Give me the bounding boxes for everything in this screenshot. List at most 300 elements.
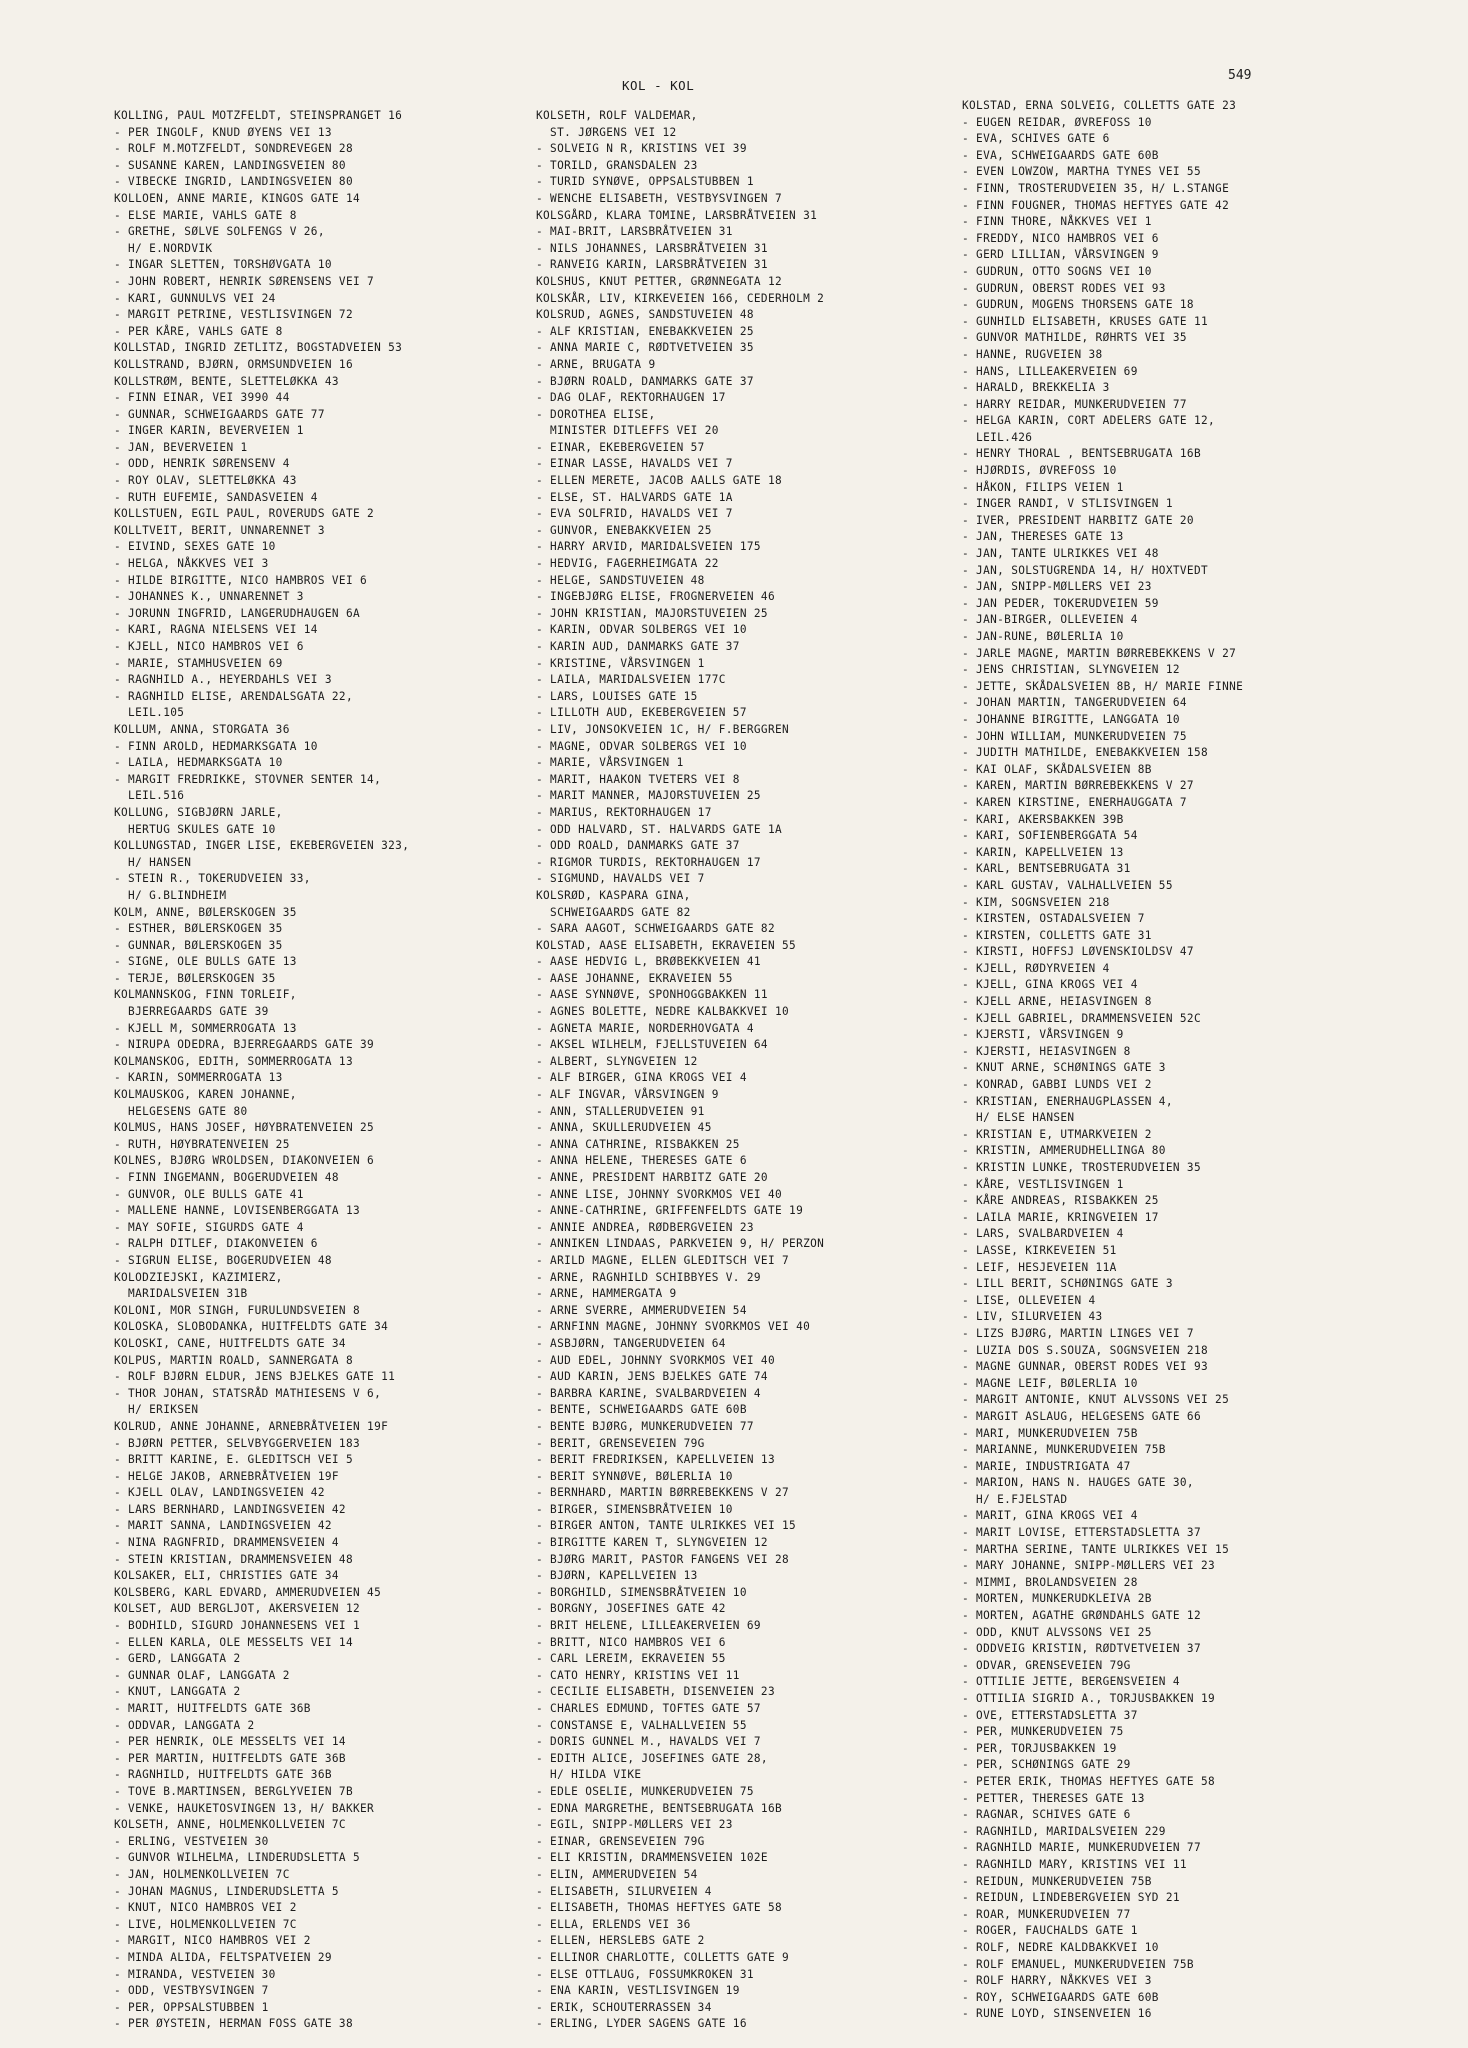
directory-entry: H/ HILDA VIKE	[536, 1768, 642, 1782]
directory-entry: KOLPUS, MARTIN ROALD, SANNERGATA 8	[114, 1353, 353, 1367]
directory-entry: - ANNE-CATHRINE, GRIFFENFELDTS GATE 19	[536, 1204, 804, 1218]
directory-entry: HERTUG SKULES GATE 10	[114, 822, 276, 836]
directory-entry: - ERLING, LYDER SAGENS GATE 16	[536, 2017, 747, 2031]
directory-entry: - RAGNHILD, MARIDALSVEIEN 229	[962, 1824, 1166, 1838]
directory-entry: - BJØRN, KAPELLVEIEN 13	[536, 1569, 698, 1583]
directory-entry: KOLMANSKOG, EDITH, SOMMERROGATA 13	[114, 1054, 353, 1068]
directory-entry: - KARI, GUNNULVS VEI 24	[114, 291, 276, 305]
directory-entry: - KARIN AUD, DANMARKS GATE 37	[536, 640, 740, 653]
directory-entry: - LAILA, HEDMARKSGATA 10	[114, 756, 283, 770]
directory-entry: - KAI OLAF, SKÅDALSVEIEN 8B	[962, 762, 1152, 776]
directory-entry: - BRITT KARINE, E. GLEDITSCH VEI 5	[114, 1453, 353, 1467]
directory-entry: - JAN, BEVERVEIEN 1	[114, 440, 248, 454]
directory-entry: - NIRUPA ODEDRA, BJERREGAARDS GATE 39	[114, 1038, 375, 1052]
directory-entry: - NINA RAGNFRID, DRAMMENSVEIEN 4	[114, 1536, 339, 1550]
directory-entry: - KRISTIAN, ENERHAUGPLASSEN 4,	[962, 1094, 1173, 1108]
directory-entry: - CARL LEREIM, EKRAVEIEN 55	[536, 1652, 726, 1666]
directory-entry: KOLLOEN, ANNE MARIE, KINGOS GATE 14	[114, 191, 361, 205]
directory-entry: - HARRY ARVID, MARIDALSVEIEN 175	[536, 540, 761, 554]
page-header: KOL - KOL	[622, 78, 695, 93]
directory-entry: KOLONI, MOR SINGH, FURULUNDSVEIEN 8	[114, 1303, 361, 1317]
directory-entry: - CECILIE ELISABETH, DISENVEIEN 23	[536, 1685, 775, 1699]
directory-entry: KOLSETH, ANNE, HOLMENKOLLVEIEN 7C	[114, 1818, 346, 1832]
directory-entry: - KJELL GABRIEL, DRAMMENSVEIEN 52C	[962, 1011, 1201, 1025]
directory-entry: - OTTILIE JETTE, BERGENSVEIEN 4	[962, 1675, 1180, 1689]
directory-entry: - VIBECKE INGRID, LANDINGSVEIEN 80	[114, 175, 353, 189]
directory-entry: - HENRY THORAL , BENTSEBRUGATA 16B	[962, 447, 1201, 461]
directory-entry: - EGIL, SNIPP-MØLLERS VEI 23	[536, 1818, 733, 1832]
directory-entry: - TORILD, GRANSDALEN 23	[536, 158, 698, 172]
directory-entry: - EUGEN REIDAR, ØVREFOSS 10	[962, 115, 1152, 129]
directory-entry: KOLLSTRØM, BENTE, SLETTELØKKA 43	[114, 374, 339, 388]
directory-entry: - RAGNHILD A., HEYERDAHLS VEI 3	[114, 673, 332, 687]
directory-entry: - INGAR SLETTEN, TORSHØVGATA 10	[114, 258, 332, 272]
directory-entry: H/ E.NORDVIK	[114, 241, 213, 255]
directory-entry: - RAGNHILD MARY, KRISTINS VEI 11	[962, 1857, 1187, 1871]
directory-entry: - ROLF BJØRN ELDUR, JENS BJELKES GATE 11	[114, 1370, 396, 1384]
directory-entry: - PER, OPPSALSTUBBEN 1	[114, 2000, 269, 2014]
directory-entry: - JAN-BIRGER, OLLEVEIEN 4	[962, 613, 1138, 627]
directory-entry: - ELLA, ERLENDS VEI 36	[536, 1917, 691, 1931]
directory-entry: BJERREGAARDS GATE 39	[114, 1005, 269, 1019]
directory-entry: - ASBJØRN, TANGERUDVEIEN 64	[536, 1336, 726, 1350]
directory-entry: - OTTILIA SIGRID A., TORJUSBAKKEN 19	[962, 1692, 1216, 1705]
column-right	[962, 98, 1243, 2023]
directory-entry: KOLSGÅRD, KLARA TOMINE, LARSBRÅTVEIEN 31	[536, 208, 818, 222]
directory-entry: - FINN, TROSTERUDVEIEN 35, H/ L.STANGE	[962, 181, 1230, 195]
directory-entry: - ELISABETH, THOMAS HEFTYES GATE 58	[536, 1901, 783, 1915]
directory-entry: - KIRSTEN, COLLETTS GATE 31	[962, 928, 1152, 942]
directory-entry: - KIRSTI, HOFFSJ LØVENSKIOLDSV 47	[962, 945, 1194, 959]
directory-entry: - RAGNHILD, HUITFELDTS GATE 36B	[114, 1768, 332, 1782]
directory-entry: KOLRUD, ANNE JOHANNE, ARNEBRÅTVEIEN 19F	[114, 1419, 389, 1433]
directory-entry: - AUD KARIN, JENS BJELKES GATE 74	[536, 1370, 768, 1384]
directory-entry: - ODDVEIG KRISTIN, RØDTVETVEIEN 37	[962, 1642, 1201, 1656]
directory-entry: - GUDRUN, MOGENS THORSENS GATE 18	[962, 298, 1194, 312]
directory-entry: - JETTE, SKÅDALSVEIEN 8B, H/ MARIE FINNE	[962, 679, 1244, 693]
directory-entry: - ROLF EMANUEL, MUNKERUDVEIEN 75B	[962, 1957, 1194, 1971]
directory-entry: - KIM, SOGNSVEIEN 218	[962, 895, 1110, 909]
directory-entry: - ANNA, SKULLERUDVEIEN 45	[536, 1121, 712, 1135]
directory-entry: - BERIT SYNNØVE, BØLERLIA 10	[536, 1469, 733, 1483]
directory-entry: - BRITT, NICO HAMBROS VEI 6	[536, 1635, 726, 1649]
directory-entry: - ELSE, ST. HALVARDS GATE 1A	[536, 490, 733, 504]
directory-entry: - INGER KARIN, BEVERVEIEN 1	[114, 424, 304, 438]
directory-entry: - ARNE, HAMMERGATA 9	[536, 1287, 677, 1301]
directory-entry: - KJELL, NICO HAMBROS VEI 6	[114, 640, 304, 653]
directory-entry: - KNUT, NICO HAMBROS VEI 2	[114, 1901, 297, 1915]
directory-entry: KOLLING, PAUL MOTZFELDT, STEINSPRANGET 16	[114, 109, 403, 122]
directory-entry: KOLSET, AUD BERGLJOT, AKERSVEIEN 12	[114, 1602, 361, 1616]
directory-entry: - MARGIT ASLAUG, HELGESENS GATE 66	[962, 1409, 1201, 1423]
directory-entry: - REIDUN, LINDEBERGVEIEN SYD 21	[962, 1891, 1180, 1905]
directory-entry: H/ G.BLINDHEIM	[114, 888, 227, 902]
directory-entry: - KARIN, SOMMERROGATA 13	[114, 1071, 283, 1085]
directory-entry: - ODD, VESTBYSVINGEN 7	[114, 1984, 269, 1998]
directory-entry: - KAREN, MARTIN BØRREBEKKENS V 27	[962, 779, 1194, 793]
directory-entry: - GRETHE, SØLVE SOLFENGS V 26,	[114, 225, 325, 239]
directory-entry: - LAILA MARIE, KRINGVEIEN 17	[962, 1210, 1159, 1224]
directory-entry: - PER MARTIN, HUITFELDTS GATE 36B	[114, 1751, 346, 1765]
directory-entry: HELGESENS GATE 80	[114, 1104, 248, 1118]
directory-entry: - ANNA HELENE, THERESES GATE 6	[536, 1154, 747, 1168]
directory-entry: - FREDDY, NICO HAMBROS VEI 6	[962, 231, 1159, 245]
directory-entry: - MARIT, HAAKON TVETERS VEI 8	[536, 772, 740, 786]
directory-entry: - ROAR, MUNKERUDVEIEN 77	[962, 1907, 1131, 1921]
directory-entry: - ODD HALVARD, ST. HALVARDS GATE 1A	[536, 822, 783, 836]
directory-entry: - HELGE JAKOB, ARNEBRÅTVEIEN 19F	[114, 1469, 339, 1483]
directory-entry: KOLLTVEIT, BERIT, UNNARENNET 3	[114, 523, 325, 537]
directory-entry: - KJELL, GINA KROGS VEI 4	[962, 978, 1138, 992]
directory-entry: - JAN, SNIPP-MØLLERS VEI 23	[962, 580, 1152, 594]
directory-entry: - INGER RANDI, V STLISVINGEN 1	[962, 497, 1173, 511]
directory-entry: - OVE, ETTERSTADSLETTA 37	[962, 1708, 1138, 1722]
directory-entry: - KAREN KIRSTINE, ENERHAUGGATA 7	[962, 795, 1187, 809]
directory-entry: - RAGNAR, SCHIVES GATE 6	[962, 1808, 1131, 1822]
directory-entry: - EDITH ALICE, JOSEFINES GATE 28,	[536, 1751, 768, 1765]
directory-entry: - JAN, HOLMENKOLLVEIEN 7C	[114, 1867, 290, 1881]
directory-entry: - EDLE OSELIE, MUNKERUDVEIEN 75	[536, 1784, 754, 1798]
directory-entry: KOLLUNGSTAD, INGER LISE, EKEBERGVEIEN 323,	[114, 839, 410, 853]
directory-entry: - ANNA MARIE C, RØDTVETVEIEN 35	[536, 341, 754, 355]
directory-entry: H/ HANSEN	[114, 855, 192, 869]
column-middle	[536, 108, 824, 2033]
directory-entry: - DORIS GUNNEL M., HAVALDS VEI 7	[536, 1735, 761, 1749]
directory-entry: - ARNE, RAGNHILD SCHIBBYES V. 29	[536, 1270, 761, 1284]
directory-entry: - MARY JOHANNE, SNIPP-MØLLERS VEI 23	[962, 1559, 1216, 1573]
directory-entry: - LISE, OLLEVEIEN 4	[962, 1293, 1096, 1307]
directory-entry: - ENA KARIN, VESTLISVINGEN 19	[536, 1984, 740, 1998]
directory-entry: - KJELL OLAV, LANDINGSVEIEN 42	[114, 1486, 325, 1500]
directory-entry: - EINAR LASSE, HAVALDS VEI 7	[536, 457, 733, 471]
directory-entry: - LIV, SILURVEIEN 43	[962, 1310, 1103, 1324]
directory-entry: KOLSTAD, AASE ELISABETH, EKRAVEIEN 55	[536, 938, 797, 952]
directory-entry: - EVEN LOWZOW, MARTHA TYNES VEI 55	[962, 165, 1201, 179]
directory-entry: - BERIT FREDRIKSEN, KAPELLVEIEN 13	[536, 1453, 775, 1467]
directory-entry: - PER, MUNKERUDVEIEN 75	[962, 1725, 1124, 1739]
directory-entry: - ANNA CATHRINE, RISBAKKEN 25	[536, 1137, 740, 1151]
directory-entry: KOLODZIEJSKI, KAZIMIERZ,	[114, 1270, 283, 1284]
directory-entry: - BIRGITTE KAREN T, SLYNGVEIEN 12	[536, 1536, 768, 1550]
directory-entry: - ANNE LISE, JOHNNY SVORKMOS VEI 40	[536, 1187, 783, 1201]
directory-entry: - FINN THORE, NÅKKVES VEI 1	[962, 215, 1152, 229]
directory-entry: - SOLVEIG N R, KRISTINS VEI 39	[536, 142, 747, 156]
directory-entry: - LARS, SVALBARDVEIEN 4	[962, 1227, 1124, 1241]
directory-entry: - BERNHARD, MARTIN BØRREBEKKENS V 27	[536, 1486, 790, 1500]
directory-entry: - MARGIT FREDRIKKE, STOVNER SENTER 14,	[114, 772, 382, 786]
directory-entry: - MARIANNE, MUNKERUDVEIEN 75B	[962, 1443, 1166, 1457]
directory-entry: - BIRGER ANTON, TANTE ULRIKKES VEI 15	[536, 1519, 797, 1533]
directory-entry: - WENCHE ELISABETH, VESTBYSVINGEN 7	[536, 191, 783, 205]
directory-entry: - ALF BIRGER, GINA KROGS VEI 4	[536, 1071, 747, 1085]
directory-entry: - ELIN, AMMERUDVEIEN 54	[536, 1867, 698, 1881]
directory-entry: - BJØRN PETTER, SELVBYGGERVEIEN 183	[114, 1436, 361, 1450]
directory-entry: - STEIN R., TOKERUDVEIEN 33,	[114, 872, 311, 886]
directory-entry: KOLSHUS, KNUT PETTER, GRØNNEGATA 12	[536, 274, 783, 288]
directory-entry: - KARI, AKERSBAKKEN 39B	[962, 812, 1124, 826]
directory-entry: - HANNE, RUGVEIEN 38	[962, 347, 1103, 361]
directory-entry: - ELLEN KARLA, OLE MESSELTS VEI 14	[114, 1635, 353, 1649]
directory-entry: - KNUT ARNE, SCHØNINGS GATE 3	[962, 1061, 1166, 1075]
directory-entry: - MARGIT, NICO HAMBROS VEI 2	[114, 1934, 311, 1948]
directory-entry: - MAGNE, ODVAR SOLBERGS VEI 10	[536, 739, 747, 753]
directory-entry: MINISTER DITLEFFS VEI 20	[536, 424, 719, 438]
directory-entry: - KARIN, ODVAR SOLBERGS VEI 10	[536, 623, 747, 637]
directory-entry: - HARRY REIDAR, MUNKERUDVEIEN 77	[962, 397, 1187, 411]
directory-entry: KOLOSKI, CANE, HUITFELDTS GATE 34	[114, 1336, 346, 1350]
directory-entry: - VENKE, HAUKETOSVINGEN 13, H/ BAKKER	[114, 1801, 375, 1815]
directory-entry: - HÅKON, FILIPS VEIEN 1	[962, 480, 1124, 494]
directory-entry: KOLSTAD, ERNA SOLVEIG, COLLETTS GATE 23	[962, 99, 1237, 112]
directory-entry: KOLLSTAD, INGRID ZETLITZ, BOGSTADVEIEN 53	[114, 341, 403, 355]
directory-entry: - RIGMOR TURDIS, REKTORHAUGEN 17	[536, 855, 761, 869]
directory-entry: - RANVEIG KARIN, LARSBRÅTVEIEN 31	[536, 258, 768, 272]
directory-entry: - ROLF HARRY, NÅKKVES VEI 3	[962, 1974, 1152, 1988]
directory-entry: KOLSRØD, KASPARA GINA,	[536, 888, 691, 902]
directory-entry: - EIVIND, SEXES GATE 10	[114, 540, 276, 554]
directory-entry: - MARI, MUNKERUDVEIEN 75B	[962, 1426, 1138, 1440]
directory-entry: - ROGER, FAUCHALDS GATE 1	[962, 1924, 1138, 1938]
directory-entry: KOLLSTRAND, BJØRN, ORMSUNDVEIEN 16	[114, 357, 353, 371]
directory-entry: - MINDA ALIDA, FELTSPATVEIEN 29	[114, 1950, 332, 1964]
directory-entry: - JOHANNES K., UNNARENNET 3	[114, 590, 304, 604]
directory-entry: - KARI, RAGNA NIELSENS VEI 14	[114, 623, 318, 637]
directory-entry: - ELLEN, HERSLEBS GATE 2	[536, 1934, 705, 1948]
directory-entry: - BENTE, SCHWEIGAARDS GATE 60B	[536, 1403, 747, 1417]
directory-entry: - STEIN KRISTIAN, DRAMMENSVEIEN 48	[114, 1552, 353, 1566]
directory-entry: - KRISTIN LUNKE, TROSTERUDVEIEN 35	[962, 1161, 1201, 1174]
directory-entry: - LILLOTH AUD, EKEBERGVEIEN 57	[536, 706, 747, 720]
directory-entry: - JOHN KRISTIAN, MAJORSTUVEIEN 25	[536, 606, 768, 620]
directory-entry: - KÅRE ANDREAS, RISBAKKEN 25	[962, 1194, 1159, 1208]
directory-entry: LEIL.105	[114, 706, 185, 720]
directory-entry: - MIMMI, BROLANDSVEIEN 28	[962, 1575, 1138, 1589]
directory-entry: KOLSAKER, ELI, CHRISTIES GATE 34	[114, 1569, 339, 1583]
directory-entry: - TOVE B.MARTINSEN, BERGLYVEIEN 7B	[114, 1784, 353, 1798]
directory-entry: - ARNE SVERRE, AMMERUDVEIEN 54	[536, 1303, 747, 1317]
directory-entry: - ELLINOR CHARLOTTE, COLLETTS GATE 9	[536, 1950, 790, 1964]
directory-entry: - MAI-BRIT, LARSBRÅTVEIEN 31	[536, 225, 733, 239]
directory-entry: - ESTHER, BØLERSKOGEN 35	[114, 922, 283, 936]
directory-entry: - BRIT HELENE, LILLEAKERVEIEN 69	[536, 1619, 761, 1633]
directory-entry: - KJELL ARNE, HEIASVINGEN 8	[962, 995, 1152, 1009]
directory-entry: - BORGHILD, SIMENSBRÅTVEIEN 10	[536, 1585, 747, 1599]
directory-entry: ST. JØRGENS VEI 12	[536, 125, 677, 139]
directory-entry: - MORTEN, AGATHE GRØNDAHLS GATE 12	[962, 1609, 1201, 1623]
directory-entry: - RUNE LOYD, SINSENVEIEN 16	[962, 2007, 1152, 2021]
directory-entry: - SARA AAGOT, SCHWEIGAARDS GATE 82	[536, 922, 775, 936]
directory-entry: - MARIE, STAMHUSVEIEN 69	[114, 656, 283, 670]
directory-entry: - MAGNE GUNNAR, OBERST RODES VEI 93	[962, 1360, 1209, 1374]
directory-entry: - PER, SCHØNINGS GATE 29	[962, 1758, 1131, 1772]
directory-entry: - LUZIA DOS S.SOUZA, SOGNSVEIEN 218	[962, 1343, 1209, 1357]
directory-entry: - PER HENRIK, OLE MESSELTS VEI 14	[114, 1735, 346, 1749]
directory-entry: - PETER ERIK, THOMAS HEFTYES GATE 58	[962, 1774, 1216, 1788]
directory-entry: - CHARLES EDMUND, TOFTES GATE 57	[536, 1702, 761, 1715]
directory-entry: - LASSE, KIRKEVEIEN 51	[962, 1243, 1117, 1257]
directory-entry: - GUDRUN, OTTO SOGNS VEI 10	[962, 264, 1152, 278]
directory-entry: - BODHILD, SIGURD JOHANNESENS VEI 1	[114, 1619, 361, 1633]
directory-entry: - ODD, HENRIK SØRENSENV 4	[114, 457, 290, 471]
directory-entry: KOLSKÅR, LIV, KIRKEVEIEN 166, CEDERHOLM 2	[536, 291, 825, 305]
directory-entry: - MARIT LOVISE, ETTERSTADSLETTA 37	[962, 1526, 1201, 1540]
directory-entry: - JOHAN MAGNUS, LINDERUDSLETTA 5	[114, 1884, 339, 1898]
directory-entry: LEIL.516	[114, 789, 185, 803]
directory-entry: - ODVAR, GRENSEVEIEN 79G	[962, 1658, 1131, 1672]
directory-entry: - KIRSTEN, OSTADALSVEIEN 7	[962, 912, 1145, 926]
directory-entry: - ROY OLAV, SLETTELØKKA 43	[114, 474, 297, 488]
directory-entry: KOLLUM, ANNA, STORGATA 36	[114, 722, 290, 736]
directory-entry: - BJØRN ROALD, DANMARKS GATE 37	[536, 374, 754, 388]
directory-entry: - KJERSTI, HEIASVINGEN 8	[962, 1044, 1131, 1058]
directory-entry: - MARIE, VÅRSVINGEN 1	[536, 756, 684, 770]
directory-entry: - RUTH, HØYBRATENVEIEN 25	[114, 1137, 290, 1151]
directory-entry: LEIL.426	[962, 430, 1033, 444]
directory-entry: - AASE HEDVIG L, BRØBEKKVEIEN 41	[536, 955, 761, 969]
directory-entry: KOLSBERG, KARL EDVARD, AMMERUDVEIEN 45	[114, 1585, 382, 1599]
directory-entry: - JAN-RUNE, BØLERLIA 10	[962, 630, 1124, 643]
directory-entry: - JENS CHRISTIAN, SLYNGVEIEN 12	[962, 663, 1180, 677]
directory-entry: - ELSE MARIE, VAHLS GATE 8	[114, 208, 297, 222]
directory-entry: KOLLUNG, SIGBJØRN JARLE,	[114, 805, 283, 819]
directory-entry: KOLLSTUEN, EGIL PAUL, ROVERUDS GATE 2	[114, 507, 375, 521]
directory-entry: - DOROTHEA ELISE,	[536, 407, 656, 421]
directory-entry: SCHWEIGAARDS GATE 82	[536, 905, 691, 919]
directory-entry: - GERD, LANGGATA 2	[114, 1652, 241, 1666]
directory-entry: - PER ØYSTEIN, HERMAN FOSS GATE 38	[114, 2017, 353, 2031]
directory-entry: - GUNVOR WILHELMA, LINDERUDSLETTA 5	[114, 1851, 361, 1865]
directory-entry: - RALPH DITLEF, DIAKONVEIEN 6	[114, 1237, 318, 1251]
directory-entry: - RAGNHILD MARIE, MUNKERUDVEIEN 77	[962, 1841, 1201, 1855]
directory-entry: H/ ELSE HANSEN	[962, 1111, 1075, 1125]
directory-entry: - REIDUN, MUNKERUDVEIEN 75B	[962, 1874, 1152, 1888]
directory-entry: - ANNIKEN LINDAAS, PARKVEIEN 9, H/ PERZON	[536, 1237, 825, 1251]
directory-entry: - TURID SYNØVE, OPPSALSTUBBEN 1	[536, 175, 754, 189]
directory-entry: - ODD ROALD, DANMARKS GATE 37	[536, 839, 740, 853]
directory-entry: - BORGNY, JOSEFINES GATE 42	[536, 1602, 726, 1616]
directory-entry: - MORTEN, MUNKERUDKLEIVA 2B	[962, 1592, 1152, 1606]
directory-entry: - PER KÅRE, VAHLS GATE 8	[114, 324, 283, 338]
directory-entry: KOLMANNSKOG, FINN TORLEIF,	[114, 988, 297, 1002]
directory-entry: - JORUNN INGFRID, LANGERUDHAUGEN 6A	[114, 606, 361, 620]
directory-entry: KOLSRUD, AGNES, SANDSTUVEIEN 48	[536, 308, 754, 322]
directory-entry: - KJELL, RØDYRVEIEN 4	[962, 961, 1110, 975]
directory-entry: - LARS BERNHARD, LANDINGSVEIEN 42	[114, 1502, 346, 1516]
directory-entry: - JAN, SOLSTUGRENDA 14, H/ HOXTVEDT	[962, 563, 1209, 577]
directory-entry: - DAG OLAF, REKTORHAUGEN 17	[536, 391, 726, 405]
directory-entry: - TERJE, BØLERSKOGEN 35	[114, 971, 276, 985]
directory-entry: - MALLENE HANNE, LOVISENBERGGATA 13	[114, 1204, 361, 1218]
directory-entry: - ERLING, VESTVEIEN 30	[114, 1834, 269, 1848]
directory-entry: - EINAR, GRENSEVEIEN 79G	[536, 1834, 705, 1848]
directory-entry: - GUNNAR, SCHWEIGAARDS GATE 77	[114, 407, 325, 421]
directory-entry: - BARBRA KARINE, SVALBARDVEIEN 4	[536, 1386, 761, 1400]
directory-entry: - PER, TORJUSBAKKEN 19	[962, 1741, 1117, 1755]
directory-entry: - EDNA MARGRETHE, BENTSEBRUGATA 16B	[536, 1801, 783, 1815]
directory-entry: - KARL GUSTAV, VALHALLVEIEN 55	[962, 878, 1173, 892]
directory-entry: - GUNNAR OLAF, LANGGATA 2	[114, 1668, 290, 1682]
directory-entry: - JOHAN MARTIN, TANGERUDVEIEN 64	[962, 696, 1187, 710]
directory-entry: - ARNE, BRUGATA 9	[536, 357, 656, 371]
directory-entry: - FINN INGEMANN, BOGERUDVEIEN 48	[114, 1171, 339, 1184]
directory-entry: - MARGIT ANTONIE, KNUT ALVSSONS VEI 25	[962, 1393, 1230, 1407]
directory-entry: - LIVE, HOLMENKOLLVEIEN 7C	[114, 1917, 297, 1931]
directory-entry: KOLM, ANNE, BØLERSKOGEN 35	[114, 905, 297, 919]
directory-entry: - MAY SOFIE, SIGURDS GATE 4	[114, 1220, 304, 1234]
directory-entry: - ELLEN MERETE, JACOB AALLS GATE 18	[536, 474, 783, 488]
directory-entry: - KARIN, KAPELLVEIEN 13	[962, 845, 1124, 859]
directory-entry: H/ ERIKSEN	[114, 1403, 199, 1417]
directory-entry: - ALBERT, SLYNGVEIEN 12	[536, 1054, 698, 1068]
directory-entry: - ROY, SCHWEIGAARDS GATE 60B	[962, 1990, 1159, 2004]
directory-entry: - JAN, TANTE ULRIKKES VEI 48	[962, 547, 1159, 561]
directory-entry: - AGNES BOLETTE, NEDRE KALBAKKVEI 10	[536, 1005, 790, 1019]
directory-entry: - GUDRUN, OBERST RODES VEI 93	[962, 281, 1166, 295]
directory-entry: - RAGNHILD ELISE, ARENDALSGATA 22,	[114, 689, 353, 703]
directory-entry: - AASE SYNNØVE, SPONHOGGBAKKEN 11	[536, 988, 768, 1002]
directory-entry: - THOR JOHAN, STATSRÅD MATHIESENS V 6,	[114, 1386, 382, 1400]
directory-entry: - JAN, THERESES GATE 13	[962, 530, 1124, 544]
directory-entry: - GUNVOR MATHILDE, RØHRTS VEI 35	[962, 331, 1187, 345]
directory-entry: - EVA, SCHWEIGAARDS GATE 60B	[962, 148, 1159, 162]
directory-entry: - GUNVOR, ENEBAKKVEIEN 25	[536, 523, 712, 537]
directory-entry: - ANNE, PRESIDENT HARBITZ GATE 20	[536, 1171, 768, 1184]
directory-entry: - MARGIT PETRINE, VESTLISVINGEN 72	[114, 308, 353, 322]
directory-entry: - BIRGER, SIMENSBRÅTVEIEN 10	[536, 1502, 733, 1516]
directory-entry: - PER INGOLF, KNUD ØYENS VEI 13	[114, 125, 332, 139]
directory-entry: - IVER, PRESIDENT HARBITZ GATE 20	[962, 513, 1194, 527]
directory-entry: - HILDE BIRGITTE, NICO HAMBROS VEI 6	[114, 573, 368, 587]
directory-entry: KOLSETH, ROLF VALDEMAR,	[536, 109, 698, 122]
column-left	[114, 108, 409, 2033]
directory-entry: - JAN PEDER, TOKERUDVEIEN 59	[962, 596, 1159, 610]
directory-entry: - HARALD, BREKKELIA 3	[962, 381, 1110, 395]
directory-entry: - HEDVIG, FAGERHEIMGATA 22	[536, 557, 719, 571]
directory-entry: - HJØRDIS, ØVREFOSS 10	[962, 464, 1117, 478]
directory-entry: - GUNVOR, OLE BULLS GATE 41	[114, 1187, 304, 1201]
directory-entry: - BERIT, GRENSEVEIEN 79G	[536, 1436, 705, 1450]
directory-entry: - MIRANDA, VESTVEIEN 30	[114, 1967, 276, 1981]
directory-entry: - KRISTIN, AMMERUDHELLINGA 80	[962, 1144, 1166, 1158]
directory-entry: - AGNETA MARIE, NORDERHOVGATA 4	[536, 1021, 754, 1035]
directory-entry: - PETTER, THERESES GATE 13	[962, 1791, 1145, 1805]
directory-entry: KOLMUS, HANS JOSEF, HØYBRATENVEIEN 25	[114, 1121, 375, 1135]
directory-entry: - MARIT MANNER, MAJORSTUVEIEN 25	[536, 789, 761, 803]
directory-entry: - KJERSTI, VÅRSVINGEN 9	[962, 1028, 1124, 1042]
directory-entry: - KNUT, LANGGATA 2	[114, 1685, 241, 1699]
directory-entry: - LIZS BJØRG, MARTIN LINGES VEI 7	[962, 1326, 1194, 1340]
directory-entry: - HELGA, NÅKKVES VEI 3	[114, 557, 269, 571]
directory-entry: - NILS JOHANNES, LARSBRÅTVEIEN 31	[536, 241, 768, 255]
directory-entry: KOLNES, BJØRG WROLDSEN, DIAKONVEIEN 6	[114, 1154, 375, 1168]
directory-entry: - MARIUS, REKTORHAUGEN 17	[536, 805, 712, 819]
directory-entry: - FINN AROLD, HEDMARKSGATA 10	[114, 739, 318, 753]
directory-entry: - HELGE, SANDSTUVEIEN 48	[536, 573, 705, 587]
directory-entry: - MAGNE LEIF, BØLERLIA 10	[962, 1376, 1138, 1390]
directory-entry: - ODD, KNUT ALVSSONS VEI 25	[962, 1625, 1152, 1639]
directory-entry: - MARIT, GINA KROGS VEI 4	[962, 1509, 1138, 1523]
directory-entry: - GUNHILD ELISABETH, KRUSES GATE 11	[962, 314, 1209, 328]
directory-entry: - RUTH EUFEMIE, SANDASVEIEN 4	[114, 490, 318, 504]
directory-entry: - ANN, STALLERUDVEIEN 91	[536, 1104, 705, 1118]
directory-entry: - MARIT SANNA, LANDINGSVEIEN 42	[114, 1519, 332, 1533]
directory-entry: - ELSE OTTLAUG, FOSSUMKROKEN 31	[536, 1967, 754, 1981]
directory-entry: - KRISTIAN E, UTMARKVEIEN 2	[962, 1127, 1152, 1141]
directory-entry: - AUD EDEL, JOHNNY SVORKMOS VEI 40	[536, 1353, 775, 1367]
directory-entry: - ERIK, SCHOUTERRASSEN 34	[536, 2000, 712, 2014]
directory-entry: - INGEBJØRG ELISE, FROGNERVEIEN 46	[536, 590, 775, 604]
directory-entry: - EVA SOLFRID, HAVALDS VEI 7	[536, 507, 733, 521]
